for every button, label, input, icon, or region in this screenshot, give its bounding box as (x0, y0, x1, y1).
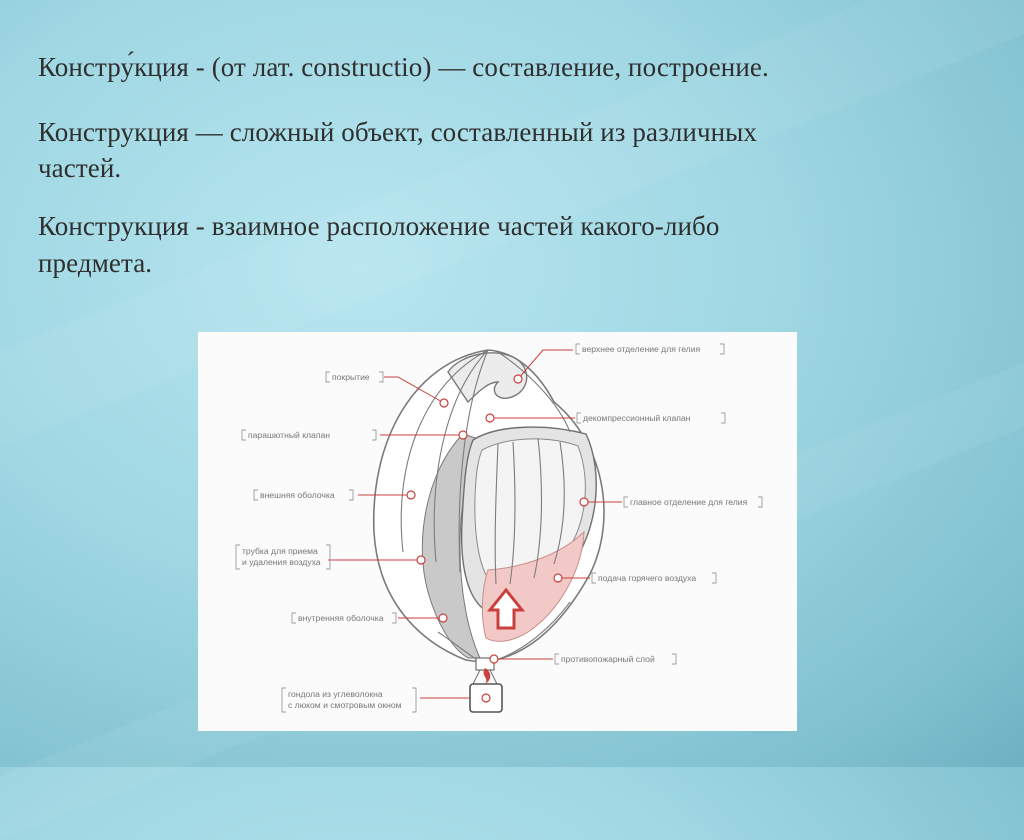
svg-text:с люком и смотровым окном: с люком и смотровым окном (288, 700, 402, 710)
label-main-helium (580, 497, 762, 507)
svg-text:главное отделение для гелия: главное отделение для гелия (630, 497, 748, 507)
svg-text:покрытие: покрытие (332, 372, 370, 382)
svg-text:противопожарный слой: противопожарный слой (561, 654, 655, 664)
svg-text:подача горячего воздуха: подача горячего воздуха (598, 573, 697, 583)
definition-line-3: Конструкция - взаимное расположение частей какого-либо (38, 211, 720, 241)
svg-text:и удаления воздуха: и удаления воздуха (242, 557, 321, 567)
balloon-diagram (198, 332, 797, 731)
svg-text:верхнее отделение для гелия: верхнее отделение для гелия (582, 344, 701, 354)
svg-text:декомпрессионный клапан: декомпрессионный клапан (583, 413, 691, 423)
definition-line-3-continued: предмета. (38, 248, 153, 278)
svg-text:внешняя оболочка: внешняя оболочка (260, 490, 335, 500)
svg-text:трубка для приема: трубка для приема (242, 546, 318, 556)
label-gondola (282, 688, 470, 712)
svg-text:парашютный клапан: парашютный клапан (248, 430, 331, 440)
balloon-diagram-panel (198, 332, 797, 731)
svg-text:гондола из углеволокна: гондола из углеволокна (288, 689, 383, 699)
definition-line-2: Конструкция — сложный объект, составленный из различных (38, 117, 758, 147)
svg-text:внутренняя оболочка: внутренняя оболочка (298, 613, 384, 623)
definition-line-2-continued: частей. (38, 153, 122, 183)
definition-line-1: Констру́кция - (от лат. constructio) — составление, построение. (38, 52, 769, 82)
label-upper-helium (514, 344, 724, 383)
label-fireproof (490, 654, 676, 664)
